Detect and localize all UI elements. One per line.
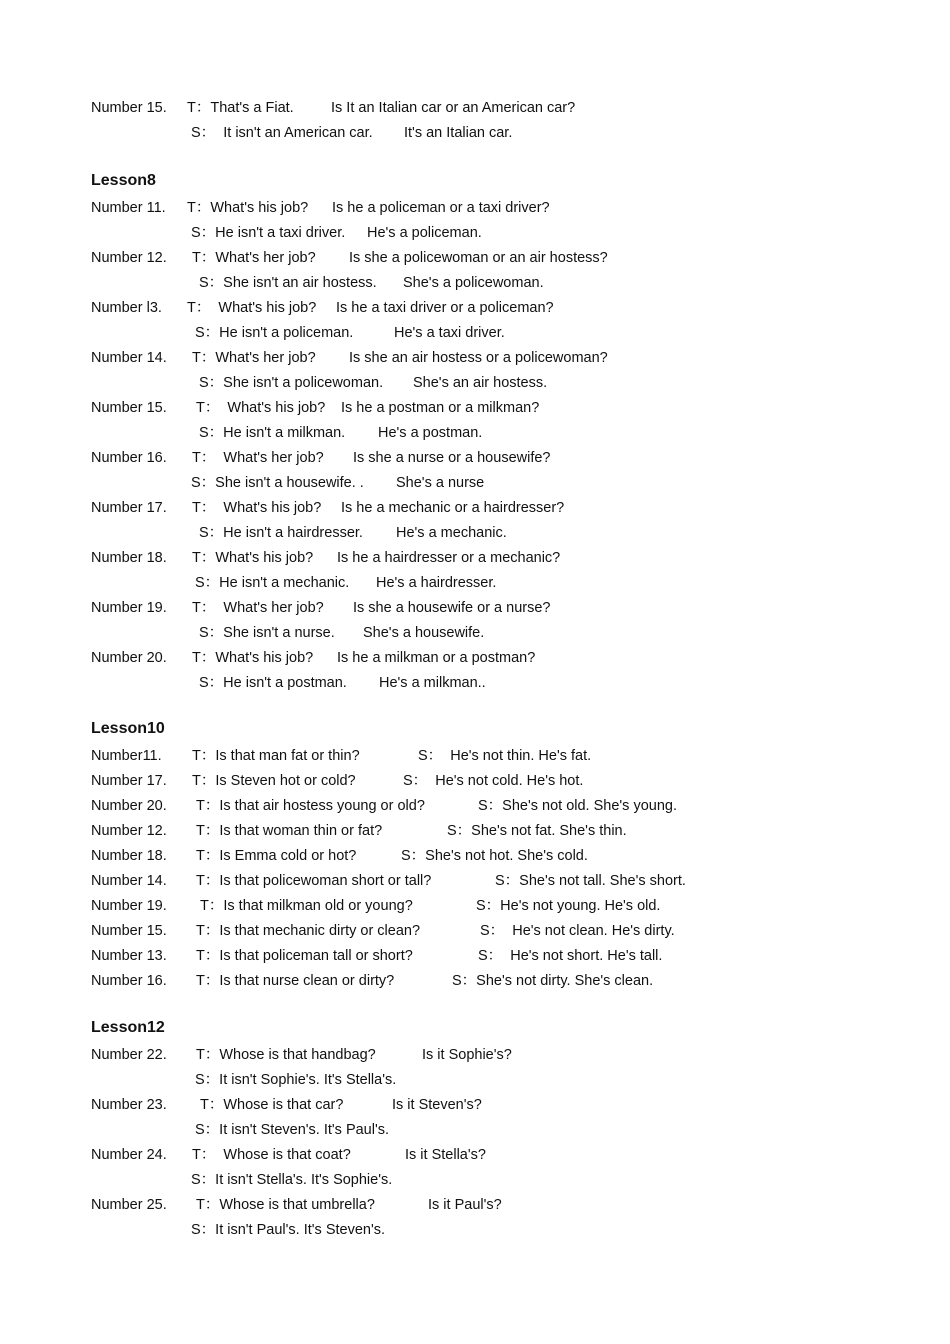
student-answer-2: She's a policewoman. [403, 275, 544, 291]
student-answer: S： He's not clean. He's dirty. [480, 923, 675, 939]
student-answer-1: S：He isn't a mechanic. [195, 575, 350, 591]
student-answer: S：She's not hot. She's cold. [401, 848, 588, 864]
student-answer-1: S：He isn't a policeman. [195, 325, 354, 341]
item-number: Number 12. [91, 250, 167, 266]
item-number: Number 17. [91, 500, 167, 516]
item-number: Number 14. [91, 350, 167, 366]
teacher-question: T：Is that mechanic dirty or clean? [196, 923, 421, 939]
lesson8-heading: Lesson8 [91, 172, 156, 189]
item-number: Number 19. [91, 898, 167, 914]
student-answer-1: S：He isn't a postman. [199, 675, 347, 691]
teacher-question-2: Is she a housewife or a nurse? [353, 600, 551, 616]
teacher-question: T：Is that milkman old or young? [200, 898, 413, 914]
student-answer: S：It isn't Steven's. It's Paul's. [195, 1122, 390, 1138]
item-number: Number 11. [91, 200, 166, 216]
teacher-question-1: T： What's his job? [187, 300, 317, 316]
item-number: Number 20. [91, 798, 167, 814]
teacher-question-2: Is it Paul's? [428, 1197, 502, 1213]
student-answer-2: He's a postman. [378, 425, 483, 441]
student-answer: S：She's not fat. She's thin. [447, 823, 627, 839]
teacher-question: T：Is Emma cold or hot? [196, 848, 357, 864]
student-answer-1: S：She isn't a nurse. [199, 625, 335, 641]
teacher-question-1: T：What's his job? [192, 650, 314, 666]
teacher-question-1: T： What's her job? [192, 450, 324, 466]
student-answer-1: S：He isn't a taxi driver. [191, 225, 346, 241]
student-answer: S： He's not cold. He's hot. [403, 773, 584, 789]
student-answer: S：She's not dirty. She's clean. [452, 973, 654, 989]
teacher-question-2: Is she a policewoman or an air hostess? [349, 250, 608, 266]
teacher-question-1: T： Whose is that coat? [192, 1147, 351, 1163]
intro-teacher-statement: T：That's a Fiat. [187, 100, 294, 116]
lesson10-heading: Lesson10 [91, 720, 165, 737]
student-answer: S：It isn't Sophie's. It's Stella's. [195, 1072, 397, 1088]
student-answer-2: She's a nurse [396, 475, 485, 491]
teacher-question: T：Is that man fat or thin? [192, 748, 360, 764]
student-answer: S： He's not short. He's tall. [478, 948, 663, 964]
item-number: Number 24. [91, 1147, 167, 1163]
teacher-question-2: Is it Sophie's? [422, 1047, 512, 1063]
item-number: Number 15. [91, 923, 167, 939]
student-answer-2: He's a mechanic. [396, 525, 507, 541]
student-answer: S：She's not tall. She's short. [495, 873, 686, 889]
teacher-question-1: T： What's his job? [192, 500, 322, 516]
intro-student-answer-2: It's an Italian car. [404, 125, 513, 141]
intro-teacher-question: Is It an Italian car or an American car? [331, 100, 576, 116]
student-answer-2: He's a milkman.. [379, 675, 486, 691]
teacher-question-2: Is she an air hostess or a policewoman? [349, 350, 608, 366]
teacher-question: T：Is that policeman tall or short? [196, 948, 413, 964]
student-answer-1: S：She isn't an air hostess. [199, 275, 377, 291]
student-answer-2: He's a taxi driver. [394, 325, 505, 341]
teacher-question-1: T：Whose is that handbag? [196, 1047, 376, 1063]
teacher-question-1: T：Whose is that umbrella? [196, 1197, 375, 1213]
teacher-question-1: T：What's her job? [192, 350, 316, 366]
intro-student-answer-1: S： It isn't an American car. [191, 125, 373, 141]
teacher-question-1: T：What's his job? [187, 200, 309, 216]
teacher-question-2: Is he a policeman or a taxi driver? [332, 200, 550, 216]
student-answer-1: S：He isn't a hairdresser. [199, 525, 363, 541]
lesson12-heading: Lesson12 [91, 1019, 165, 1036]
teacher-question-1: T：Whose is that car? [200, 1097, 344, 1113]
teacher-question-2: Is he a mechanic or a hairdresser? [341, 500, 565, 516]
item-number: Number 17. [91, 773, 167, 789]
item-number: Number11. [91, 748, 162, 764]
teacher-question-2: Is it Stella's? [405, 1147, 486, 1163]
item-number: Number 22. [91, 1047, 167, 1063]
student-answer: S： He's not thin. He's fat. [418, 748, 592, 764]
teacher-question: T：Is that air hostess young or old? [196, 798, 425, 814]
student-answer-1: S：She isn't a policewoman. [199, 375, 384, 391]
teacher-question: T：Is that nurse clean or dirty? [196, 973, 395, 989]
item-number: Number 19. [91, 600, 167, 616]
student-answer-1: S：He isn't a milkman. [199, 425, 346, 441]
item-number: Number 23. [91, 1097, 167, 1113]
student-answer-2: She's an air hostess. [413, 375, 548, 391]
student-answer-2: He's a hairdresser. [376, 575, 497, 591]
teacher-question-2: Is he a milkman or a postman? [337, 650, 536, 666]
intro-number: Number 15. [91, 100, 167, 116]
teacher-question-1: T： What's her job? [192, 600, 324, 616]
teacher-question-2: Is it Steven's? [392, 1097, 482, 1113]
item-number: Number 20. [91, 650, 167, 666]
student-answer: S：She's not old. She's young. [478, 798, 677, 814]
teacher-question-2: Is he a taxi driver or a policeman? [336, 300, 554, 316]
item-number: Number 25. [91, 1197, 167, 1213]
item-number: Number 15. [91, 400, 167, 416]
item-number: Number 16. [91, 973, 167, 989]
item-number: Number 16. [91, 450, 167, 466]
item-number: Number 18. [91, 550, 167, 566]
teacher-question: T：Is that policewoman short or tall? [196, 873, 432, 889]
student-answer: S：He's not young. He's old. [476, 898, 661, 914]
teacher-question-2: Is he a hairdresser or a mechanic? [337, 550, 561, 566]
student-answer-1: S：She isn't a housewife. . [191, 475, 364, 491]
student-answer-2: She's a housewife. [363, 625, 485, 641]
item-number: Number 12. [91, 823, 167, 839]
teacher-question: T：Is that woman thin or fat? [196, 823, 383, 839]
lesson12-student-line [91, 1220, 386, 1280]
teacher-question-1: T：What's her job? [192, 250, 316, 266]
student-answer-2: He's a policeman. [367, 225, 482, 241]
teacher-question-1: T： What's his job? [196, 400, 326, 416]
item-number: Number 14. [91, 873, 167, 889]
item-number: Number 13. [91, 948, 167, 964]
student-answer: S：It isn't Paul's. It's Steven's. [191, 1222, 386, 1238]
teacher-question-2: Is he a postman or a milkman? [341, 400, 540, 416]
student-answer: S：It isn't Stella's. It's Sophie's. [191, 1172, 393, 1188]
item-number: Number l3. [91, 300, 162, 316]
teacher-question-2: Is she a nurse or a housewife? [353, 450, 551, 466]
teacher-question: T：Is Steven hot or cold? [192, 773, 356, 789]
teacher-question-1: T：What's his job? [192, 550, 314, 566]
item-number: Number 18. [91, 848, 167, 864]
